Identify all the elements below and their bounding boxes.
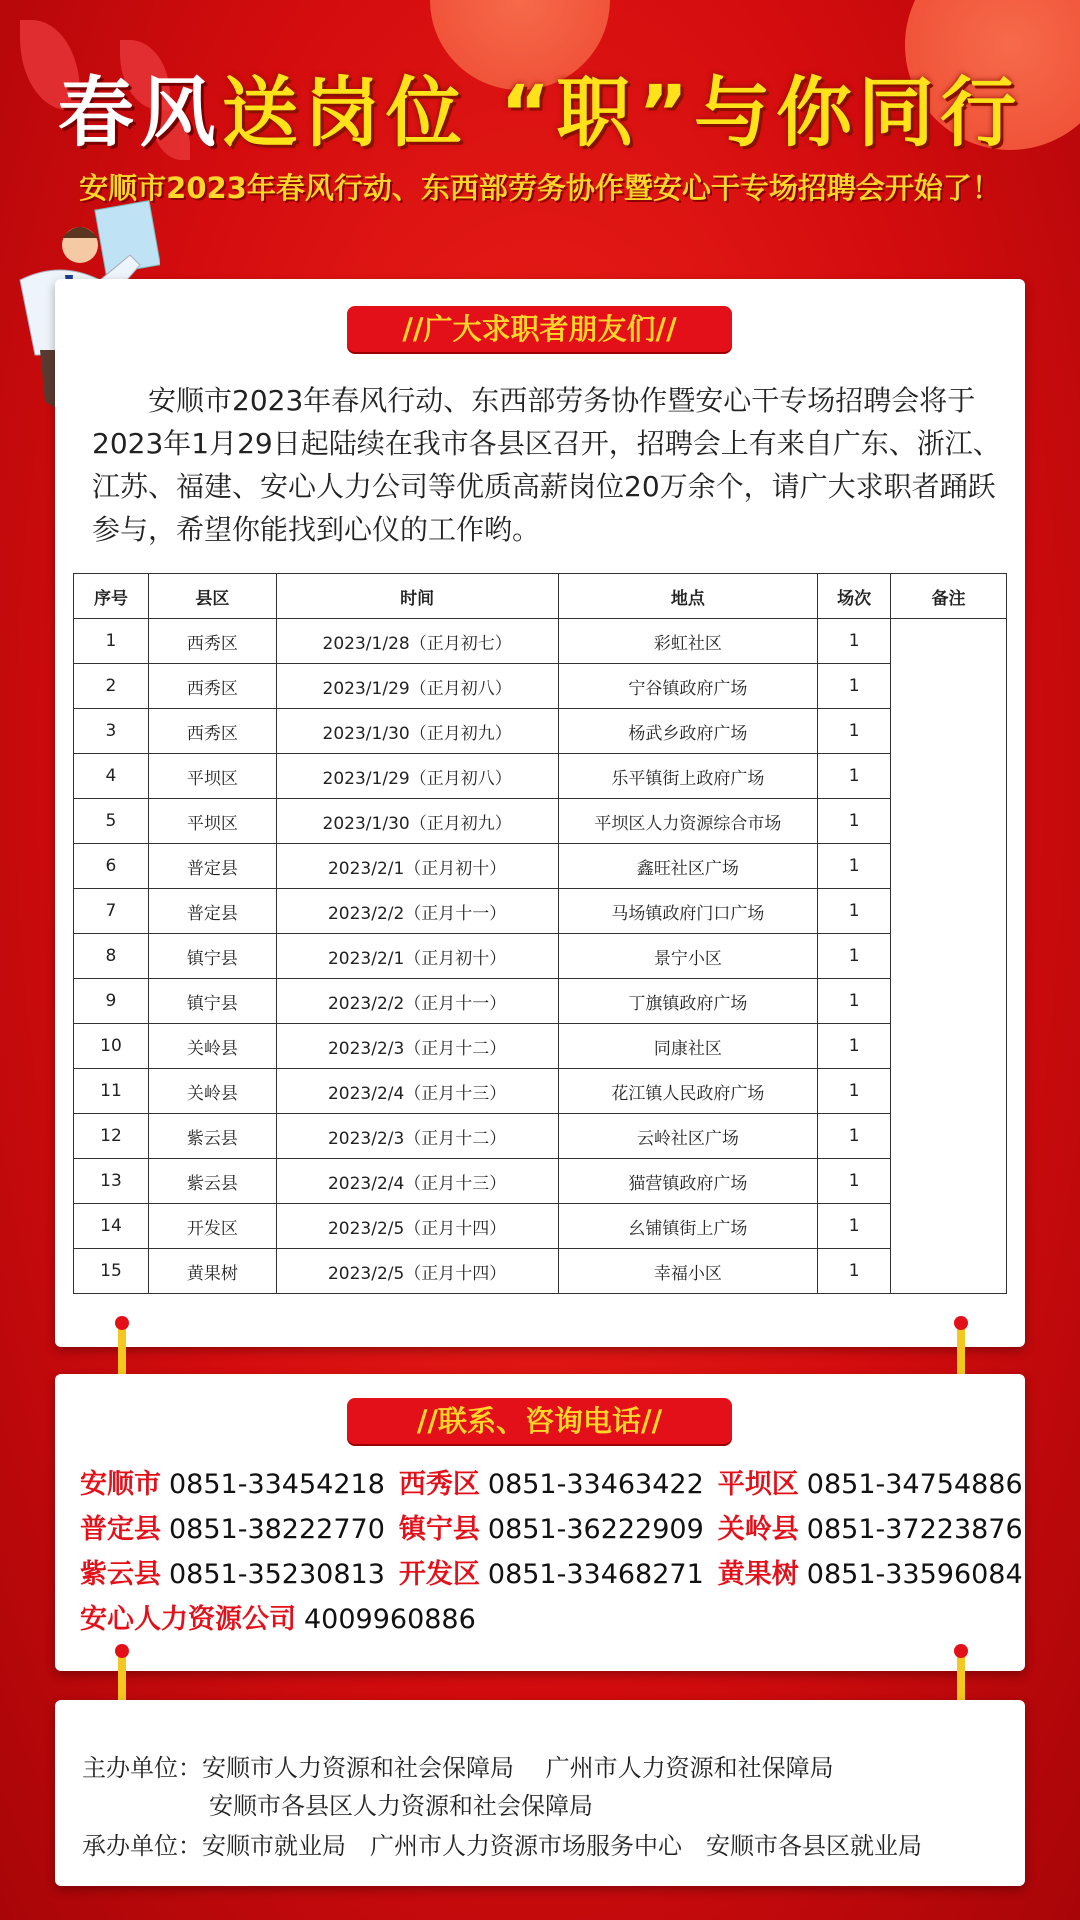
table-cell: 同康社区	[558, 1024, 818, 1069]
contact-phone[interactable]: 0851-38222770	[169, 1514, 385, 1545]
table-cell: 15	[74, 1249, 149, 1294]
table-header-row	[74, 574, 1007, 619]
job-fair-table	[73, 573, 1007, 1294]
intro-heading: //广大求职者朋友们//	[347, 306, 732, 352]
host-line-2: 安顺市各县区人力资源和社会保障局	[209, 1792, 593, 1820]
table-cell: 1	[818, 664, 891, 709]
table-cell: 紫云县	[148, 1159, 276, 1204]
table-cell: 1	[818, 844, 891, 889]
table-cell: 2023/1/30（正月初九）	[276, 709, 558, 754]
table-cell: 5	[74, 799, 149, 844]
table-cell: 9	[74, 979, 149, 1024]
column-header: 序号	[74, 574, 149, 619]
page-title	[0, 52, 1080, 161]
table-cell: 平坝区	[148, 754, 276, 799]
table-cell: 1	[818, 619, 891, 664]
table-cell: 杨武乡政府广场	[558, 709, 818, 754]
table-cell: 平坝区	[148, 799, 276, 844]
contact-phone[interactable]: 0851-33468271	[487, 1559, 704, 1590]
contact-phone[interactable]: 0851-35230813	[169, 1559, 385, 1590]
contact-name: 安顺市	[80, 1469, 161, 1500]
contact-name: 关岭县	[717, 1514, 799, 1545]
table-cell: 镇宁县	[148, 979, 276, 1024]
column-header: 场次	[818, 574, 891, 619]
table-cell: 2023/1/28（正月初七）	[276, 619, 558, 664]
table-cell: 猫营镇政府广场	[558, 1159, 818, 1204]
table-cell: 13	[74, 1159, 149, 1204]
contact-phone[interactable]: 0851-36222909	[487, 1514, 704, 1545]
host-label: 主办单位：	[82, 1754, 202, 1782]
table-cell: 2023/2/2（正月十一）	[276, 889, 558, 934]
table-cell: 1	[818, 1249, 891, 1294]
table-cell: 14	[74, 1204, 149, 1249]
table-row	[74, 619, 1007, 664]
column-header: 备注	[891, 574, 1007, 619]
table-cell: 1	[74, 619, 149, 664]
host-units: 安顺市人力资源和社会保障局 广州市人力资源和社保障局	[202, 1754, 834, 1782]
table-row	[74, 1249, 1007, 1294]
contact-line	[80, 1462, 1023, 1507]
table-cell: 1	[818, 799, 891, 844]
hook-decor	[118, 1322, 126, 1382]
table-cell: 开发区	[148, 1204, 276, 1249]
table-cell: 西秀区	[148, 664, 276, 709]
table-cell: 2023/1/29（正月初八）	[276, 664, 558, 709]
table-cell: 1	[818, 1024, 891, 1069]
contact-phone[interactable]: 4009960886	[304, 1604, 476, 1635]
table-cell: 鑫旺社区广场	[558, 844, 818, 889]
title-yellow: 送岗位 “职”与你同行	[221, 68, 1023, 157]
table-cell: 1	[818, 889, 891, 934]
contact-name: 开发区	[398, 1559, 480, 1590]
table-cell: 普定县	[148, 844, 276, 889]
table-cell: 西秀区	[148, 619, 276, 664]
table-cell: 西秀区	[148, 709, 276, 754]
co-label: 承办单位：	[82, 1832, 202, 1860]
table-cell: 乐平镇街上政府广场	[558, 754, 818, 799]
table-cell: 平坝区人力资源综合市场	[558, 799, 818, 844]
contact-list	[80, 1462, 1023, 1642]
table-row	[74, 844, 1007, 889]
table-cell: 关岭县	[148, 1069, 276, 1114]
table-cell: 6	[74, 844, 149, 889]
contact-name: 普定县	[80, 1514, 161, 1545]
table-cell: 普定县	[148, 889, 276, 934]
table-cell: 2023/2/1（正月初十）	[276, 844, 558, 889]
table-cell: 幺铺镇街上广场	[558, 1204, 818, 1249]
table-cell: 2023/1/30（正月初九）	[276, 799, 558, 844]
table-cell: 8	[74, 934, 149, 979]
contact-phone[interactable]: 0851-33454218	[169, 1469, 385, 1500]
table-cell: 1	[818, 1114, 891, 1159]
table-cell: 2023/2/1（正月初十）	[276, 934, 558, 979]
table-row	[74, 754, 1007, 799]
table-cell: 1	[818, 754, 891, 799]
contact-name: 西秀区	[398, 1469, 480, 1500]
table-cell: 2023/2/4（正月十三）	[276, 1159, 558, 1204]
remarks-cell	[891, 619, 1007, 1294]
table-cell: 2023/2/2（正月十一）	[276, 979, 558, 1024]
table-cell: 景宁小区	[558, 934, 818, 979]
contact-name: 黄果树	[717, 1559, 799, 1590]
co-units: 安顺市就业局 广州市人力资源市场服务中心 安顺市各县区就业局	[202, 1832, 922, 1860]
subtitle: 安顺市2023年春风行动、东西部劳务协作暨安心干专场招聘会开始了！	[79, 171, 1001, 205]
table-cell: 宁谷镇政府广场	[558, 664, 818, 709]
contact-line	[80, 1597, 1020, 1642]
table-row	[74, 1069, 1007, 1114]
table-row	[74, 889, 1007, 934]
contact-phone[interactable]: 0851-33596084	[806, 1559, 1023, 1590]
table-cell: 1	[818, 1204, 891, 1249]
contact-phone[interactable]: 0851-33463422	[487, 1469, 704, 1500]
contact-phone[interactable]: 0851-37223876	[806, 1514, 1023, 1545]
table-cell: 黄果树	[148, 1249, 276, 1294]
column-header: 地点	[558, 574, 818, 619]
table-cell: 花江镇人民政府广场	[558, 1069, 818, 1114]
contact-phone[interactable]: 0851-34754886	[806, 1469, 1023, 1500]
contact-name: 平坝区	[717, 1469, 799, 1500]
organizers-card	[55, 1700, 1025, 1886]
table-cell: 3	[74, 709, 149, 754]
contact-name: 紫云县	[80, 1559, 161, 1590]
table-cell: 幸福小区	[558, 1249, 818, 1294]
table-cell: 镇宁县	[148, 934, 276, 979]
contact-line	[80, 1552, 1023, 1597]
table-cell: 丁旗镇政府广场	[558, 979, 818, 1024]
table-row	[74, 1114, 1007, 1159]
intro-card	[55, 279, 1025, 1347]
table-cell: 2023/2/5（正月十四）	[276, 1204, 558, 1249]
table-row	[74, 799, 1007, 844]
hook-decor	[957, 1322, 965, 1382]
table-cell: 7	[74, 889, 149, 934]
table-cell: 11	[74, 1069, 149, 1114]
column-header: 时间	[276, 574, 558, 619]
table-cell: 2023/2/3（正月十二）	[276, 1024, 558, 1069]
table-row	[74, 664, 1007, 709]
contact-name: 安心人力资源公司	[80, 1604, 296, 1635]
table-cell: 12	[74, 1114, 149, 1159]
table-row	[74, 709, 1007, 754]
title-white: 春风	[57, 68, 222, 157]
table-cell: 紫云县	[148, 1114, 276, 1159]
contact-heading: //联系、咨询电话//	[347, 1398, 732, 1444]
table-row	[74, 1204, 1007, 1249]
column-header: 县区	[148, 574, 276, 619]
host-line	[82, 1748, 834, 1783]
table-cell: 10	[74, 1024, 149, 1069]
table-cell: 彩虹社区	[558, 619, 818, 664]
intro-paragraph: 安顺市2023年春风行动、东西部劳务协作暨安心干专场招聘会将于2023年1月29日起陆续在我市各县区召开，招聘会上有来自广东、浙江、江苏、福建、安心人力公司等优质高薪岗位20万余个，请广大求职者踊跃参与，希望你能找到心仪的工作哟。	[92, 384, 1001, 546]
table-cell: 1	[818, 934, 891, 979]
table-cell: 关岭县	[148, 1024, 276, 1069]
contact-line	[80, 1507, 1023, 1552]
contact-name: 镇宁县	[398, 1514, 480, 1545]
table-cell: 1	[818, 709, 891, 754]
table-cell: 1	[818, 979, 891, 1024]
table-cell: 2023/2/4（正月十三）	[276, 1069, 558, 1114]
table-cell: 2	[74, 664, 149, 709]
table-row	[74, 934, 1007, 979]
table-cell: 云岭社区广场	[558, 1114, 818, 1159]
table-cell: 4	[74, 754, 149, 799]
table-cell: 1	[818, 1159, 891, 1204]
table-cell: 2023/1/29（正月初八）	[276, 754, 558, 799]
co-line	[82, 1826, 922, 1861]
table-row	[74, 979, 1007, 1024]
contact-card	[55, 1374, 1025, 1671]
table-cell: 1	[818, 1069, 891, 1114]
table-row	[74, 1159, 1007, 1204]
table-cell: 2023/2/3（正月十二）	[276, 1114, 558, 1159]
table-row	[74, 1024, 1007, 1069]
table-cell: 马场镇政府门口广场	[558, 889, 818, 934]
table-cell: 2023/2/5（正月十四）	[276, 1249, 558, 1294]
